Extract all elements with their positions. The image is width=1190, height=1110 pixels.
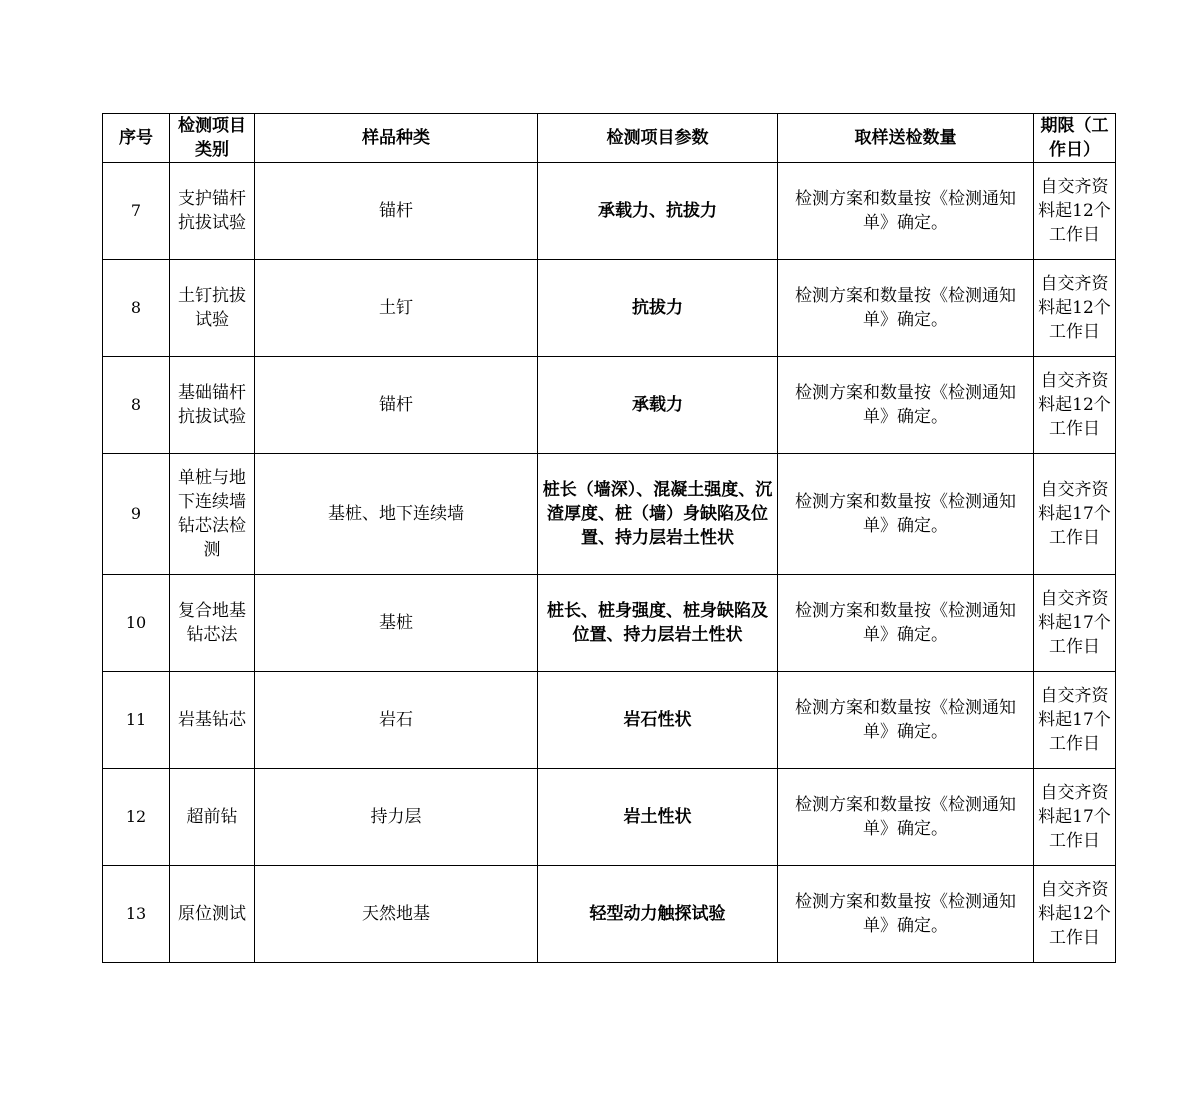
cell-params: 岩土性状 — [538, 769, 778, 866]
cell-seq: 8 — [103, 357, 170, 454]
cell-params: 承载力 — [538, 357, 778, 454]
cell-quantity: 检测方案和数量按《检测通知单》确定。 — [778, 575, 1034, 672]
cell-sample: 天然地基 — [255, 866, 538, 963]
cell-sample: 锚杆 — [255, 357, 538, 454]
table-row — [103, 672, 1116, 769]
cell-category: 岩基钻芯 — [170, 672, 255, 769]
cell-category: 单桩与地下连续墙钻芯法检测 — [170, 454, 255, 575]
cell-period: 自交齐资料起12个工作日 — [1034, 260, 1116, 357]
inspection-items-table — [102, 113, 1116, 963]
table-row — [103, 163, 1116, 260]
header-params: 检测项目参数 — [538, 114, 778, 163]
table-row — [103, 260, 1116, 357]
cell-seq: 12 — [103, 769, 170, 866]
table-row — [103, 575, 1116, 672]
cell-quantity: 检测方案和数量按《检测通知单》确定。 — [778, 672, 1034, 769]
table-row — [103, 454, 1116, 575]
header-category: 检测项目类别 — [170, 114, 255, 163]
cell-period: 自交齐资料起17个工作日 — [1034, 672, 1116, 769]
cell-seq: 8 — [103, 260, 170, 357]
inspection-table-page — [102, 113, 1115, 963]
cell-category: 复合地基钻芯法 — [170, 575, 255, 672]
cell-seq: 9 — [103, 454, 170, 575]
cell-sample: 土钉 — [255, 260, 538, 357]
table-row — [103, 769, 1116, 866]
cell-params: 承载力、抗拔力 — [538, 163, 778, 260]
cell-seq: 10 — [103, 575, 170, 672]
cell-params: 轻型动力触探试验 — [538, 866, 778, 963]
cell-sample: 基桩 — [255, 575, 538, 672]
cell-category: 支护锚杆抗拔试验 — [170, 163, 255, 260]
cell-period: 自交齐资料起17个工作日 — [1034, 454, 1116, 575]
cell-quantity: 检测方案和数量按《检测通知单》确定。 — [778, 866, 1034, 963]
cell-category: 超前钻 — [170, 769, 255, 866]
header-seq: 序号 — [103, 114, 170, 163]
cell-seq: 13 — [103, 866, 170, 963]
header-period: 期限（工作日） — [1034, 114, 1116, 163]
cell-sample: 基桩、地下连续墙 — [255, 454, 538, 575]
table-row — [103, 357, 1116, 454]
cell-period: 自交齐资料起17个工作日 — [1034, 769, 1116, 866]
cell-period: 自交齐资料起12个工作日 — [1034, 357, 1116, 454]
cell-quantity: 检测方案和数量按《检测通知单》确定。 — [778, 260, 1034, 357]
cell-category: 基础锚杆抗拔试验 — [170, 357, 255, 454]
cell-sample: 锚杆 — [255, 163, 538, 260]
header-quantity: 取样送检数量 — [778, 114, 1034, 163]
cell-quantity: 检测方案和数量按《检测通知单》确定。 — [778, 769, 1034, 866]
cell-period: 自交齐资料起17个工作日 — [1034, 575, 1116, 672]
table-row — [103, 866, 1116, 963]
cell-period: 自交齐资料起12个工作日 — [1034, 163, 1116, 260]
cell-sample: 岩石 — [255, 672, 538, 769]
cell-category: 土钉抗拔试验 — [170, 260, 255, 357]
cell-params: 抗拔力 — [538, 260, 778, 357]
cell-params: 桩长、桩身强度、桩身缺陷及位置、持力层岩土性状 — [538, 575, 778, 672]
cell-quantity: 检测方案和数量按《检测通知单》确定。 — [778, 454, 1034, 575]
cell-params: 桩长（墙深）、混凝土强度、沉渣厚度、桩（墙）身缺陷及位置、持力层岩土性状 — [538, 454, 778, 575]
table-header-row — [103, 114, 1116, 163]
cell-params: 岩石性状 — [538, 672, 778, 769]
cell-sample: 持力层 — [255, 769, 538, 866]
cell-period: 自交齐资料起12个工作日 — [1034, 866, 1116, 963]
cell-seq: 7 — [103, 163, 170, 260]
cell-quantity: 检测方案和数量按《检测通知单》确定。 — [778, 357, 1034, 454]
cell-quantity: 检测方案和数量按《检测通知单》确定。 — [778, 163, 1034, 260]
cell-seq: 11 — [103, 672, 170, 769]
header-sample: 样品种类 — [255, 114, 538, 163]
cell-category: 原位测试 — [170, 866, 255, 963]
